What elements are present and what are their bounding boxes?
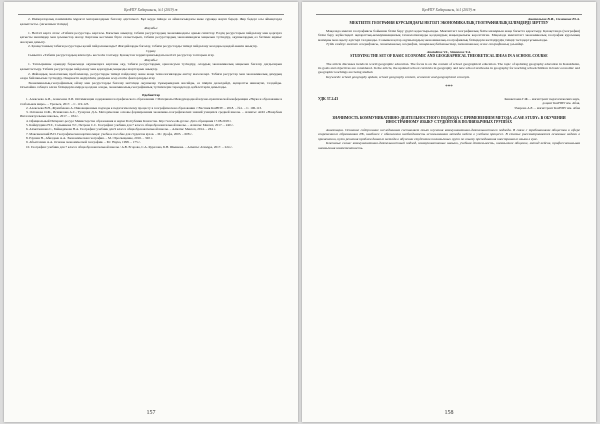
running-header: ҚазҰПУ Хабаршысы, №1 (2019) ж xyxy=(422,8,476,12)
references-list xyxy=(20,97,282,149)
page-number: 158 xyxy=(444,410,454,416)
label-question: Сұрақ: xyxy=(145,48,157,53)
author-line: доцент КазНПУ им. Абая, xyxy=(542,101,580,106)
page-number: 157 xyxy=(146,410,156,416)
paragraph: 1. Тапсырманы орындау барысында оқушыларға картаны оқу, табиғи ресурстардың орналасуын түсіндіру, олардың экономикалық маңызын бағалау дағдыларын қалыптастыру. Табиғи ресурстарды пайдалану мен қорғаудың маңызды шарттарын анықтау. xyxy=(20,62,282,72)
keywords-ru: Ключевые слова: коммуникативно-деятельностный подход, коммуникативные навыки, учебная деятельность, иноязычное общение, метод кейсов, профессиональная иноязычная компетентность. xyxy=(318,141,580,150)
label-answer: Жауабы: xyxy=(144,57,158,62)
abstract-en: The article discusses trends in world geographic education. The focus is on the content of school geographical education. The topic of updating geography education in Kazakhstan, its goals and objectives are considered. In the article, the updated school curricula in geography and new school textbooks in geography for teaching schoolchildren in basic economic and geographic teachings are being studied. xyxy=(318,61,580,75)
references-heading: Әдебиеттер xyxy=(141,92,161,97)
reference-item: 10. География: учебник для 7 класса общеобразовательной школы / А.В. Егорова, С.А. Куралова, Б.Н. Шынкова. – Алматы: Атамұра, 2017. – 224 с. xyxy=(26,144,233,149)
header-rule xyxy=(18,14,284,15)
abstract-kz: Мақалада мектеп географиясы бойынша білім беру үрдісі қарастырылады. Мектептегі географиялық білім мазмұнын жаңа бағытта қарастыру. Қазақстанда (география) білім беру жүйесіндегі ақпараттық-коммуникациялық технологияларды қолданудың маңыздылығы көрсетілген. Мақалада мектептегі экономикалық география курсының мазмұны мен оқыту әдістері талданады. Сонымен қатар оқушылардың экономикалық-географиялық білімдерін жетілдірудің тиімді тәсілдері ұсынылады. xyxy=(318,29,580,42)
udk-author-row xyxy=(318,97,580,110)
author-line: Кенжетаева Г.Ж. – магистрант педагогических наук, xyxy=(504,97,580,102)
paragraph: 2. Жаһандық экологиялық проблемалар, ресурстарды тиімді пайдалану және жаңа технологияларды енгізу мәселелері. Табиғи ресурстар мен экономикалық дамудың өзара байланысын түсіндіру. Өнеркәсіп өндірісінің дамуына әсер ететін факторларды атау. xyxy=(20,71,282,81)
reference-item: 5. Каймулдина Н.Т., Сальникова Т.Г., Петрова С.С. География: учебник для 7 класса общеобразовательной школы. – Алматы: Мектеп, 2017. – 240 с. xyxy=(26,123,234,128)
left-page xyxy=(4,2,298,422)
article-authors-en: Anatolieva V.I., Simonova Y.A. xyxy=(426,49,472,54)
keywords-en: Keywords: school geography update, school geography content, economic and geographical concepts. xyxy=(326,74,471,79)
reference-item: 8. Раушан Н., Абилдаев А.А. Экономическая география. – М.: Просвещение, 2016. – 320 с. xyxy=(26,135,154,140)
right-column xyxy=(318,17,580,404)
paragraph: 2. Қазақстанның табиғи ресурстары қалай пайдаланылады? Жағдайларды бағалау, табиғи ресурстарды тиімді пайдалану жолдары қандай екенін анықтау. xyxy=(28,44,258,49)
paragraph: 2. Императорлық пәнімшілік мұрағат материалдарын бағалау әдістемесі. Бұл кеуде ішінде өз айналасындағы жеке сұраққа жауап береді. Жер бедері осы аймақтарда қалыптасты. (Ағылшын тілінде) xyxy=(20,17,282,26)
label-answer: Жауабы: xyxy=(144,26,158,31)
right-page xyxy=(302,2,596,422)
paragraph: Сыныпта «Табиғи ресурстардың жіктелуі» кестесін толтыру. Қазақстан территориясындағы негізгі ресурстар топтарын атау. xyxy=(28,53,215,58)
paragraph: 1. Негізгі карта атлас «Табиғи ресурстар» картасы. Бағытын анықтау, табиғи ресурстардың экономикадағы орнын сипаттау. Елдің ресурстарын пайдалану мен қорғауға қатысты шешімдер мен ұсыныстар жасау. Картаны кестемен бірге салыстырып, табиғи ресурстардың экономикадағы маңызын түсіндіру, оқушылардың өз бетімен жұмыс жасауын дамыту. xyxy=(20,30,282,44)
reference-item: 7. Максаковский В.П. Географическая картина мира: учебное пособие для студентов вузов. – М.: Дрофа, 2003. – 608 с. xyxy=(26,131,193,136)
author-line: Умарова А.Е. – магистрант КазНПУ им. Абая xyxy=(514,105,580,110)
section-separator: *** xyxy=(445,85,453,91)
abstract-ru: Аннотация. Основное содержание исследования составляет опыт изучения коммуникативно-деятельностного подхода. В связи с требованиями общества к сфере современного образования РК, наиболее с обновления необходимость использования метода кейсов в учебном процессе. В статье рассматриваются основные задачи в применении, пути решения проблем данного метода в обучении студентов полиязычных групп по опыту преподавания иностранного языка в вузе. xyxy=(318,128,580,141)
reference-item: 9. Абылгазиев А.А. Основы экономической географии. – М.: Наука, 1998. – 175 с. xyxy=(26,140,141,145)
article-authors: Анатольева В.И., Симонова Ю.А. xyxy=(527,17,580,21)
article-title-en: STUDYING THE SET OF BASIC ECONOMIC AND GEOGRAPHICAL THEORETICAL IDEAS IN A SCHOOL COURSE xyxy=(350,54,548,59)
header-rule xyxy=(316,14,582,15)
reference-item: 6. Ахметжанова С., Байкадамова Н.А. География: учебник для 9 класса общеобразовательной школы. – Алматы: Мектеп, 2014. – 264 с. xyxy=(26,127,216,132)
article-title: ЗНАЧИМОСТЬ КОММУНИКАТИВНО-ДЕЯТЕЛЬНОСТНОГО ПОДХОДА С ПРИМЕНЕНИЕМ МЕТОДА «CASE STUDY» В ОБУЧЕНИИ ИНОСТРАННОМУ ЯЗЫКУ СТУДЕНТОВ В ПОЛИЯЗЫЧНЫХ ГРУППАХ xyxy=(332,115,566,125)
paragraph: Экономикалық-географиялық ойлау мен ресурстарды бағалау негізінде оқушылар тұжырымдама жасайды, өз пікірін дәлелдейді, ақпаратты жинақтап, талдайды. Осылайша сабақта алған білімдерін өмірде қолдана алады, экономикалық-географиялық түсініктерін тереңдетеді, қабілеттерін дамытады. xyxy=(20,80,282,90)
left-column xyxy=(20,17,282,404)
keywords-kz: Түйін сөздер: мектеп географиясы, экономикалық география, пәнаралық байланыстар, экономикалық және географиялық ұғымдар. xyxy=(326,42,525,47)
author-block xyxy=(505,97,580,110)
udk-code: УДК 37.2.43 xyxy=(318,97,339,102)
reference-item: 3. Оспанова О.Ж., Исмаилова А.С., Тулеуова Д.А. Методические основы формирования экономико-географических знаний учащихся средней школы. – Алматы: АОО «Назарбаев Интеллектуальные школы», 2017. – 184 с. xyxy=(20,110,282,119)
reference-item: 2. Алексеева В.Н., Жумабекова А. Инновационные подходы к педагогическому процессу в географическом образовании // Вестник КазНПУ. – 2018. – №1. – С. 106-113. xyxy=(26,105,262,110)
document-spread xyxy=(4,2,596,422)
article-title: МЕКТЕПТЕ ГЕОГРАФИЯ КУРСЫНДАҒЫ НЕГІЗГІ ЭКОНОМИКАЛЫҚ ГЕОГРАФИЯЛЫҚ БІЛІМДЕРДІ ЗЕРТТЕУ xyxy=(349,21,549,26)
reference-item: 1. Алексеева А.И., Алексеева Л.И. Оптимизация содержания географического образования // Материалы Международной научно-практической конференции «Наука и образование в глобальном мире». – Уральск, 2017. – С. 119-123. xyxy=(20,97,282,106)
running-header: ҚазҰПУ Хабаршысы, №1 (2019) ж xyxy=(124,8,178,12)
reference-item: 4. Официальный Интернет-ресурс Министерства образования и науки Республики Казахстан. http://www.edu.gov.kz. Дата обращения 17.08.2018 г. xyxy=(26,118,232,123)
